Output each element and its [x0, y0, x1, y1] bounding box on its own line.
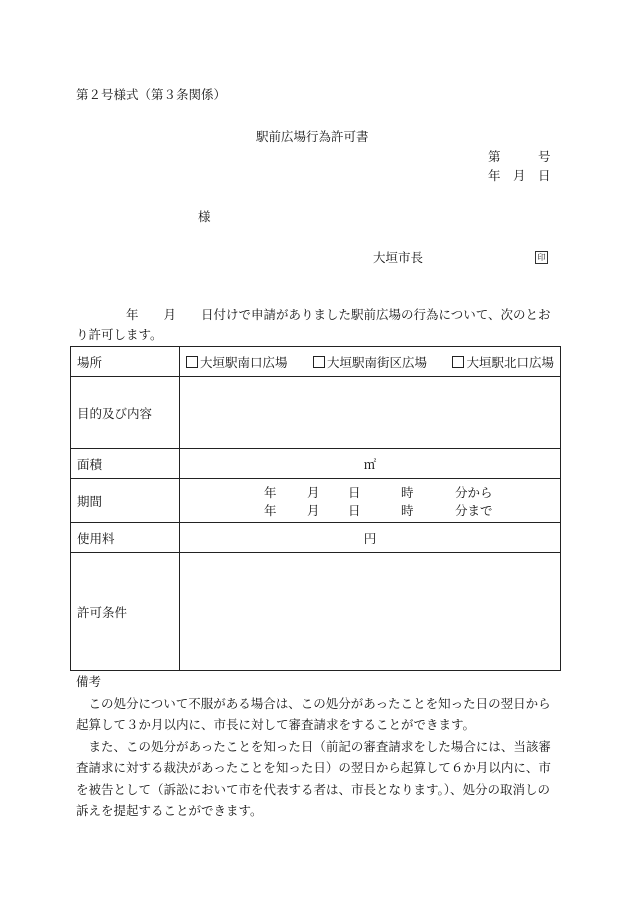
option-south-exit[interactable]: 大垣駅南口広場 [186, 353, 288, 371]
period-from: 年 月 日 時 分から [264, 484, 493, 500]
period-row [71, 479, 561, 523]
purpose-row [71, 377, 561, 449]
document-number: 第 号 [488, 149, 551, 164]
notes-heading: 備考 [76, 674, 102, 689]
period-to: 年 月 日 時 分まで [264, 502, 493, 518]
conditions-field[interactable] [180, 553, 561, 671]
period-label: 期間 [71, 479, 180, 523]
intro-text: 年 月 日付けで申請がありました駅前広場の行為について、次のとおり許可します。 [76, 307, 551, 342]
area-row [71, 449, 561, 479]
fee-field[interactable] [180, 523, 561, 553]
area-unit: ㎡ [363, 456, 377, 472]
permit-table [70, 346, 561, 671]
form-number: 第２号様式（第３条関係） [76, 87, 227, 102]
fee-unit: 円 [363, 530, 377, 546]
checkbox-icon[interactable] [186, 356, 198, 368]
place-row [71, 347, 561, 377]
document-title: 駅前広場行為許可書 [256, 129, 369, 144]
purpose-field[interactable] [180, 377, 561, 449]
purpose-label: 目的及び内容 [71, 377, 180, 449]
addressee-honorific: 様 [198, 209, 211, 224]
document-date: 年 月 日 [488, 168, 551, 183]
fee-row [71, 523, 561, 553]
notes-paragraph-2: また、この処分があったことを知った日（前記の審査請求をした場合には、当該審査請求に対する裁決があったことを知った日）の翌日から起算して６か月以内に、市を被告として（訴訟において市を代表する者は、市長となります。）、処分の取消しの訴えを提起することができます。 [76, 738, 551, 818]
seal-mark: 印 [535, 248, 548, 264]
conditions-label: 許可条件 [71, 553, 180, 671]
notes-section [76, 671, 560, 822]
area-field[interactable] [180, 449, 561, 479]
checkbox-icon[interactable] [452, 356, 464, 368]
checkbox-icon[interactable] [313, 356, 325, 368]
notes-paragraph-1: この処分について不服がある場合は、この処分があったことを知った日の翌日から起算して３か月以内に、市長に対して審査請求をすることができます。 [76, 695, 551, 732]
place-label: 場所 [71, 347, 180, 377]
fee-label: 使用料 [71, 523, 180, 553]
period-field[interactable] [180, 479, 561, 523]
option-south-block[interactable]: 大垣駅南街区広場 [313, 353, 427, 371]
issuer-name: 大垣市長 [373, 250, 424, 265]
conditions-row [71, 553, 561, 671]
option-north-exit[interactable]: 大垣駅北口広場 [452, 353, 554, 371]
area-label: 面積 [71, 449, 180, 479]
